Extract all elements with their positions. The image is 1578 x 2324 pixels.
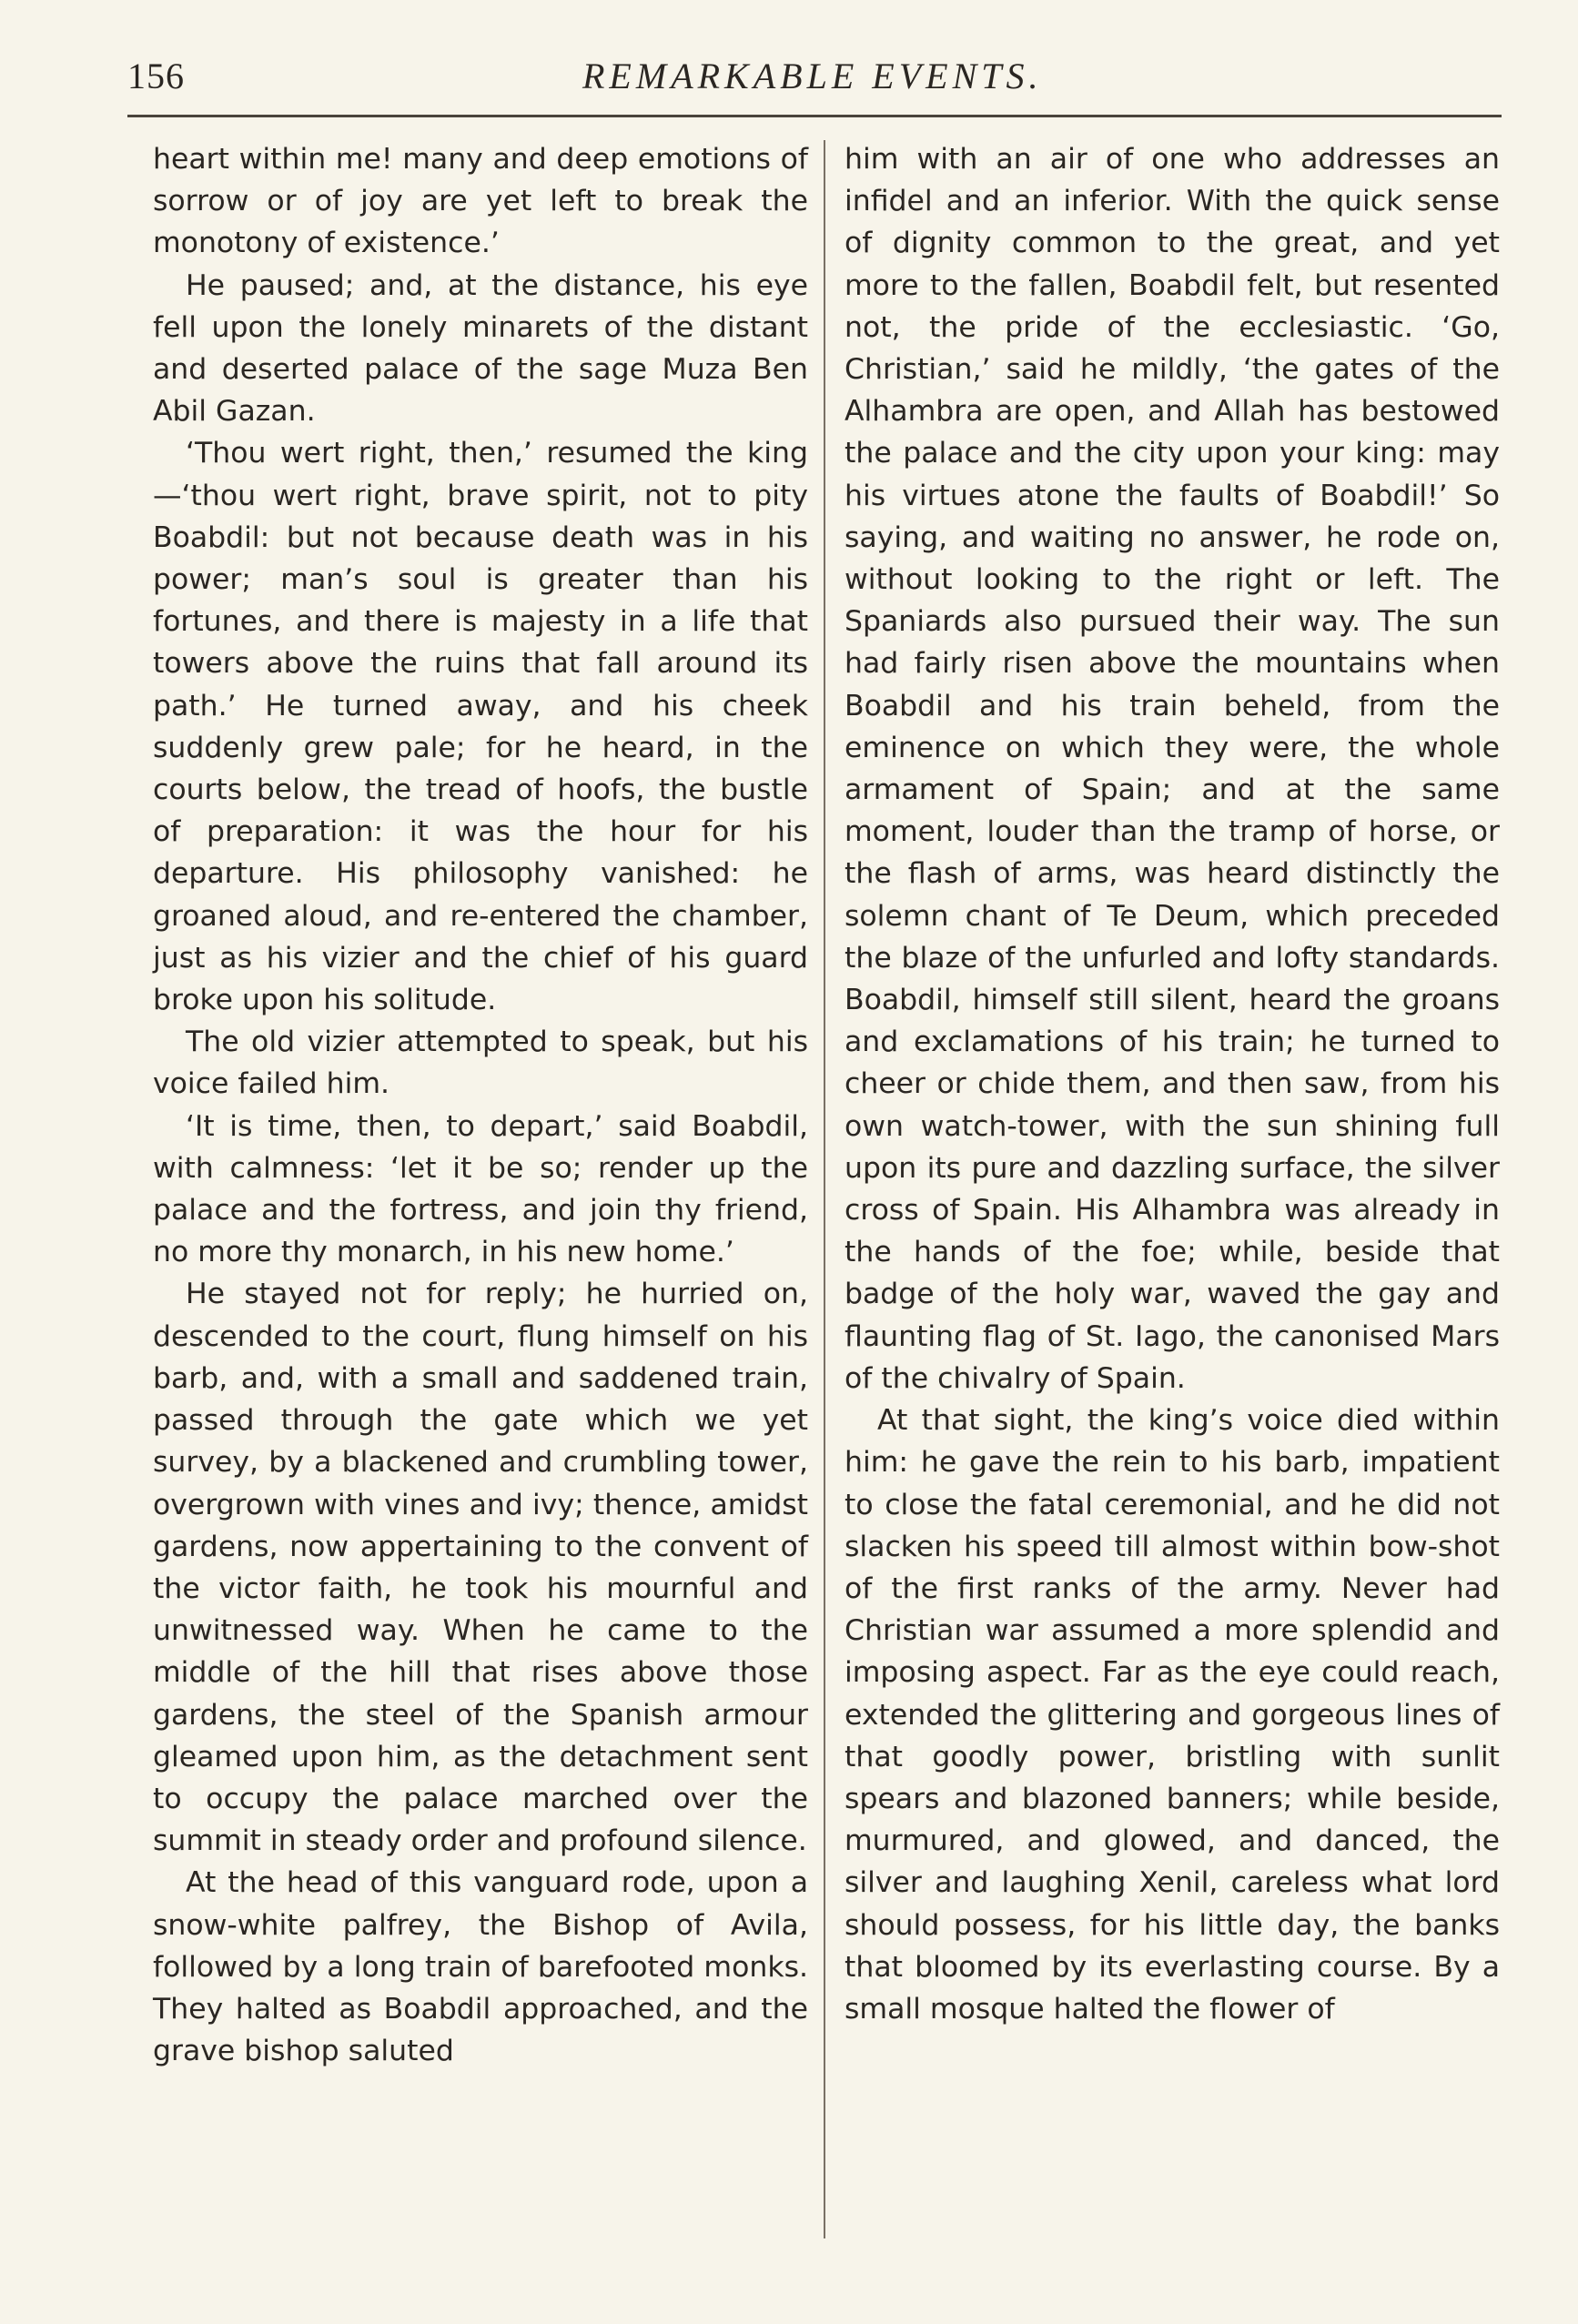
- paragraph: ‘Thou wert right, then,’ resumed the king—‘thou wert right, brave spirit, not to pity Boabdil: but not because death was in his power; man’s soul is greater than his fortunes, and there is majesty in a life that towers above the ruins that fall around its path.’ He turned away, and his cheek suddenly grew pale; for he heard, in the courts below, the tread of hoofs, the bustle of preparation: it was the hour for his departure. His philosophy vanished: he groaned aloud, and re-entered the chamber, just as his vizier and the chief of his guard broke upon his solitude.: [153, 437, 808, 1017]
- left-column: [153, 138, 808, 2072]
- paragraph: him with an air of one who addresses an infidel and an inferior. With the quick sense of dignity common to the great, and yet more to the fallen, Boabdil felt, but resented not, the pride of the ecclesiastic. ‘Go, Christian,’ said he mildly, ‘the gates of the Alhambra are open, and Allah has bestowed the palace and the city upon your king: may his virtues atone the faults of Boabdil!’ So saying, and waiting no answer, he rode on, without looking to the right or left. The Spaniards also pursued their way. The sun had fairly risen above the mountains when Boabdil and his train beheld, from the eminence on which they were, the whole armament of Spain; and at the same moment, louder than the tramp of horse, or the flash of arms, was heard distinctly the solemn chant of Te Deum, which preceded the blaze of the unfurled and lofty standards. Boabdil, himself still silent, heard the groans and exclamations of his train; he turned to cheer or chide them, and then saw, from his own watch-tower, with the sun shining full upon its pure and dazzling surface, the silver cross of Spain. His Alhambra was already in the hands of the foe; while, beside that badge of the holy war, waved the gay and flaunting flag of St. Iago, the canonised Mars of the chivalry of Spain.: [845, 143, 1500, 1395]
- paragraph: He paused; and, at the distance, his eye fell upon the lonely minarets of the distant and deserted palace of the sage Muza Ben Abil Gazan.: [153, 268, 808, 429]
- page-number: 156: [127, 56, 185, 96]
- paragraph: He stayed not for reply; he hurried on, descended to the court, flung himself on his barb, and, with a small and saddened train, passed through the gate which we yet survey, by a blackened and crumbling tower, overgrown with vines and ivy; thence, amidst gardens, now appertaining to the convent of the victor faith, he took his mournful and unwitnessed way. When he came to the middle of the hill that rises above those gardens, the steel of the Spanish armour gleamed upon him, as the detachment sent to occupy the palace marched over the summit in steady order and profound silence.: [153, 1278, 808, 1858]
- paragraph: The old vizier attempted to speak, but his voice failed him.: [153, 1026, 808, 1101]
- header-rule: [127, 115, 1502, 117]
- running-title: REMARKABLE EVENTS.: [582, 56, 1043, 96]
- paragraph: ‘It is time, then, to depart,’ said Boabdil, with calmness: ‘let it be so; render up the palace and the fortress, and join thy friend, no more thy monarch, in his new home.’: [153, 1109, 808, 1269]
- paragraph: At the head of this vanguard rode, upon a snow-white palfrey, the Bishop of Avila, followed by a long train of barefooted monks. They halted as Boabdil approached, and the grave bishop saluted: [153, 1866, 808, 2068]
- paragraph: At that sight, the king’s voice died within him: he gave the rein to his barb, impatient to close the fatal ceremonial, and he did not slacken his speed till almost within bow-shot of the first ranks of the army. Never had Christian war assumed a more splendid and imposing aspect. Far as the eye could reach, extended the glittering and gorgeous lines of that goodly power, bristling with sunlit spears and blazoned banners; while beside, murmured, and glowed, and danced, the silver and laughing Xenil, careless what lord should possess, for his little day, the banks that bloomed by its everlasting course. By a small mosque halted the flower of: [845, 1404, 1500, 2026]
- column-divider: [824, 140, 825, 2238]
- paragraph: heart within me! many and deep emotions of sorrow or of joy are yet left to break the monotony of existence.’: [153, 143, 808, 260]
- page-header: [127, 53, 1502, 107]
- right-column: [845, 138, 1500, 2030]
